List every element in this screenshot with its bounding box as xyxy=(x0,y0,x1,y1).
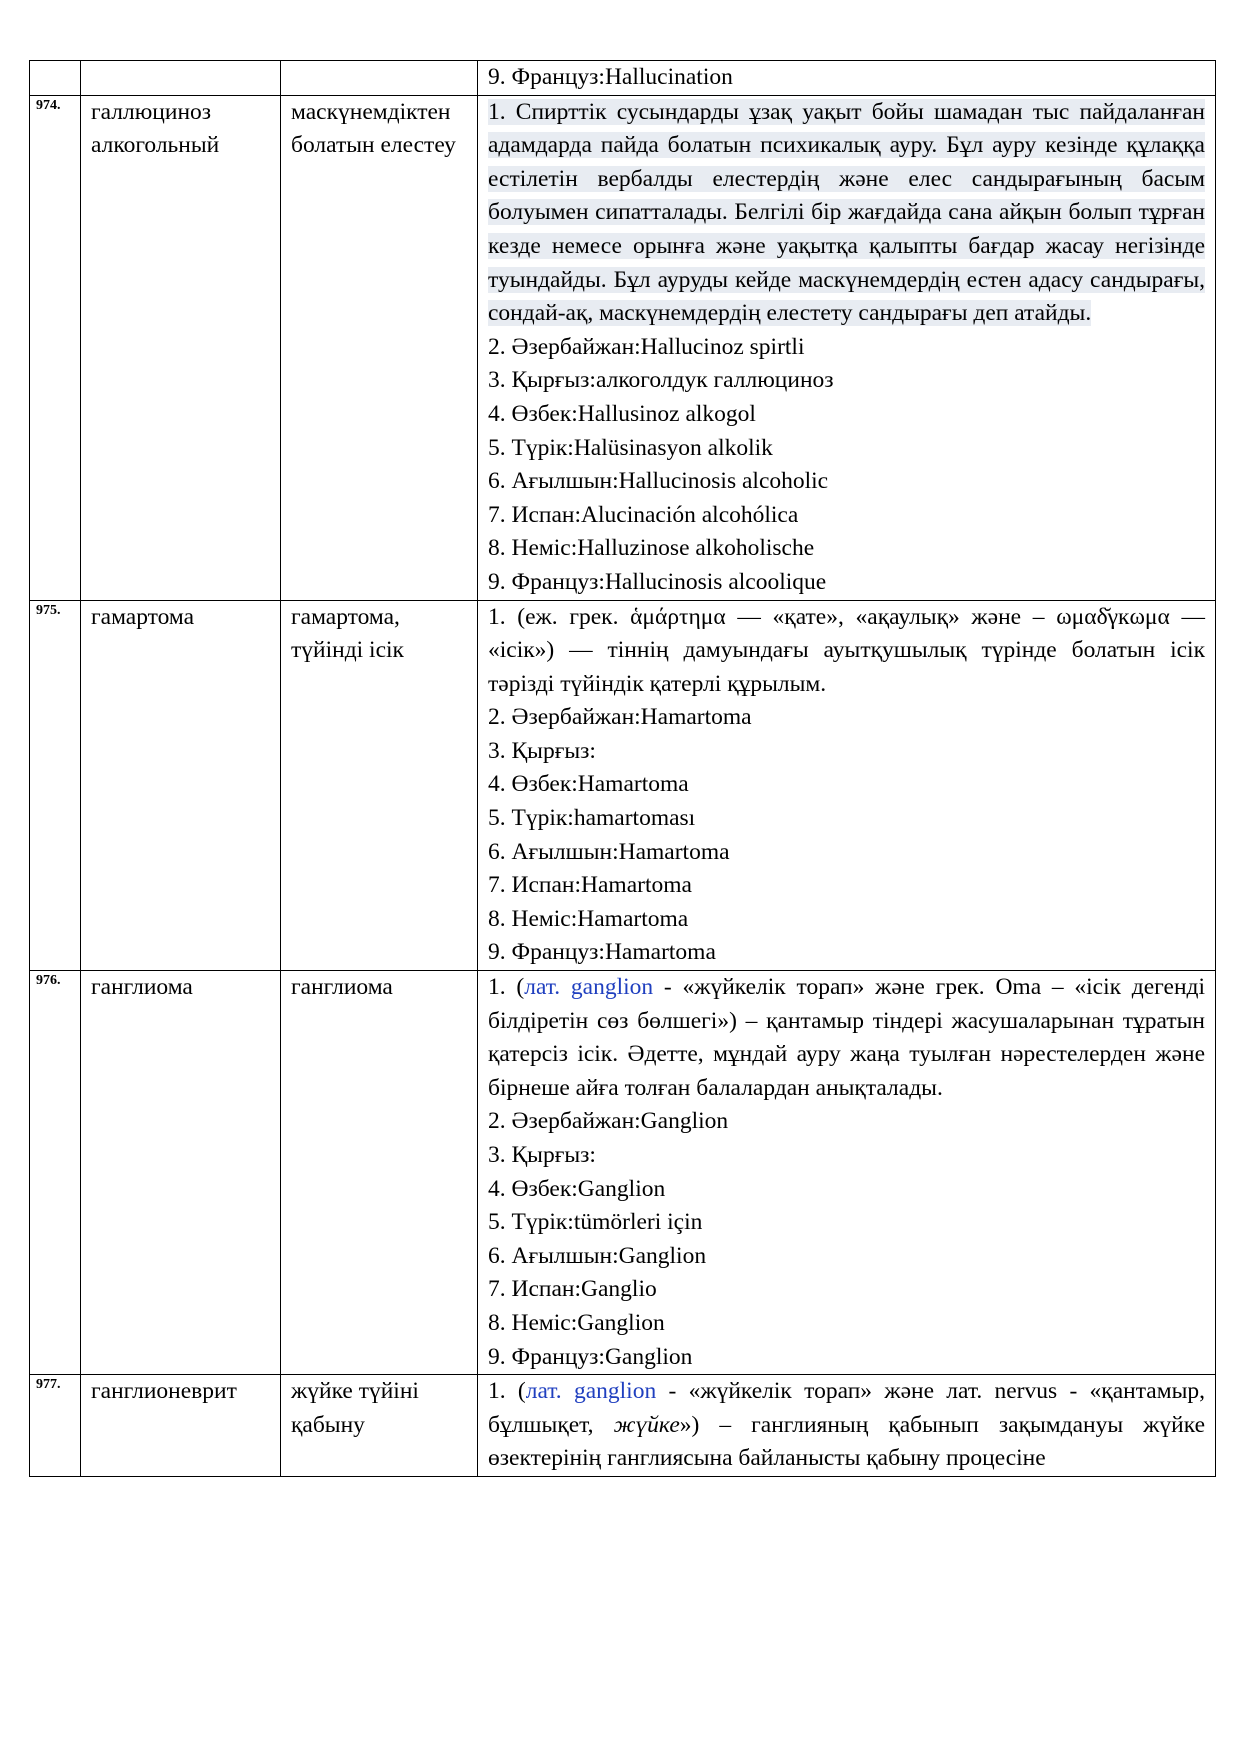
entry-number xyxy=(30,61,81,96)
translation-line: 7. Испан:Alucinación alcohólica xyxy=(488,501,799,528)
translation-line: 6. Ағылшын:Ganglion xyxy=(488,1242,707,1269)
dictionary-table xyxy=(29,60,1216,1477)
translation-line: 4. Өзбек:Ganglion xyxy=(488,1175,666,1202)
definition-cell xyxy=(478,95,1216,600)
definition-rest: - «жүйкелік торап» және грек. Oma – «ісік дегенді білдіретін сөз бөлшегі») – қантамыр тіндері жасушаларынан тұратын қатерсіз ісік. Әдетте, мұндай ауру жаңа туылған нәрестелерден және бірнеше айға толған балалардан анықталады. xyxy=(488,974,1206,1101)
translation-line: 7. Испан:Hamartoma xyxy=(488,872,692,899)
translation-line: 2. Әзербайжан:Hallucinoz spirtli xyxy=(488,333,805,360)
latin-link[interactable]: лат. ganglion xyxy=(525,1378,657,1405)
table-row xyxy=(30,61,1216,96)
highlighted-definition: 1. Спирттік сусындарды ұзақ уақыт бойы шамадан тыс пайдаланған адамдарда пайда болатын психикалық ауру. Бұл ауру кезінде құлаққа естілетін вербалды елестердің және елес сандырағының басым болуымен сипатталады. Белгілі бір жағдайда сана айқын болып тұрған кезде немесе орынға және уақытқа қалыпты бағдар жасау негізінде туындайды. Бұл ауруды кейде маскүнемдердің естен адасу сандырағы, сондай-ақ, маскүнемдердің елестету сандырағы деп атайды. xyxy=(488,98,1205,327)
translation-line: 8. Неміс:Ganglion xyxy=(488,1309,665,1336)
translation-line: 8. Неміс:Hamartoma xyxy=(488,905,689,932)
definition-cell xyxy=(478,600,1216,971)
definition-prefix: 1. ( xyxy=(488,1378,526,1405)
translation-line: 9. Француз:Hamartoma xyxy=(488,939,716,966)
translation-line: 5. Түрік:Halüsinasyon alkolik xyxy=(488,434,773,461)
translation-line: 2. Әзербайжан:Hamartoma xyxy=(488,704,752,731)
table-row xyxy=(30,95,1216,600)
definition-rest: ») – ганглияның қабынып зақымдануы жүйке өзектерінің ганглиясына байланысты қабыну процесіне xyxy=(488,1411,1206,1472)
russian-term: ганглионеврит xyxy=(81,1375,281,1477)
definition-text xyxy=(488,971,1205,1105)
kazakh-term: гамартома, түйінді ісік xyxy=(281,600,478,971)
russian-term: ганглиома xyxy=(81,971,281,1375)
definition-prefix: 1. ( xyxy=(488,974,525,1001)
kazakh-term: жүйке түйіні қабыну xyxy=(281,1375,478,1477)
translation-line: 8. Неміс:Halluzinose alkoholische xyxy=(488,535,815,562)
definition-cell xyxy=(478,971,1216,1375)
translation-line: 5. Түрік:tümörleri için xyxy=(488,1209,703,1236)
definition-middle: - «жүйкелік торап» және лат. nervus - «қантамыр, бұлшықет, xyxy=(488,1378,1205,1438)
translation-line: 9. Француз:Hallucination xyxy=(488,64,733,90)
translation-line: 9. Француз:Ganglion xyxy=(488,1343,693,1370)
kazakh-term: маскүнемдіктен болатын елестеу xyxy=(281,95,478,600)
definition-cell xyxy=(478,61,1216,96)
translation-line: 3. Қырғыз: xyxy=(488,737,596,764)
definition-cell xyxy=(478,1375,1216,1477)
kazakh-term: ганглиома xyxy=(281,971,478,1375)
translation-line: 5. Түрік:hamartoması xyxy=(488,805,696,832)
definition-text: 1. (еж. грек. ἁμάρτημα — «қате», «ақаулық» және – ωμαδ̆γкωμα — «ісік») — тіннің дамуындағы ауытқушылық түрінде болатын ісік тәрізді түйіндік қатерлі құрылым. xyxy=(488,603,1205,697)
translation-line: 6. Ағылшын:Hallucinosis alcoholic xyxy=(488,468,829,495)
definition-text xyxy=(488,96,1205,331)
table-row xyxy=(30,1375,1216,1477)
table-row xyxy=(30,600,1216,971)
entry-number: 975. xyxy=(30,600,81,971)
latin-link[interactable]: лат. ganglion xyxy=(524,974,654,1001)
russian-term: галлюциноз алкогольный xyxy=(81,95,281,600)
entry-number: 977. xyxy=(30,1375,81,1477)
translation-line: 3. Қырғыз:алкоголдук галлюциноз xyxy=(488,367,834,394)
table-row xyxy=(30,971,1216,1375)
translation-line: 4. Өзбек:Hallusinoz alkogol xyxy=(488,400,756,427)
translation-line: 9. Француз:Hallucinosis alcoolique xyxy=(488,568,827,595)
entry-number: 976. xyxy=(30,971,81,1375)
russian-term xyxy=(81,61,281,96)
russian-term: гамартома xyxy=(81,600,281,971)
kazakh-term xyxy=(281,61,478,96)
translation-line: 4. Өзбек:Hamartoma xyxy=(488,771,689,798)
entry-number: 974. xyxy=(30,95,81,600)
translation-line: 3. Қырғыз: xyxy=(488,1142,596,1168)
translation-line: 6. Ағылшын:Hamartoma xyxy=(488,838,730,865)
translation-line: 7. Испан:Ganglio xyxy=(488,1276,657,1303)
translation-line: 2. Әзербайжан:Ganglion xyxy=(488,1108,729,1135)
definition-text xyxy=(488,1375,1205,1476)
italic-word: жүйке xyxy=(613,1411,680,1438)
